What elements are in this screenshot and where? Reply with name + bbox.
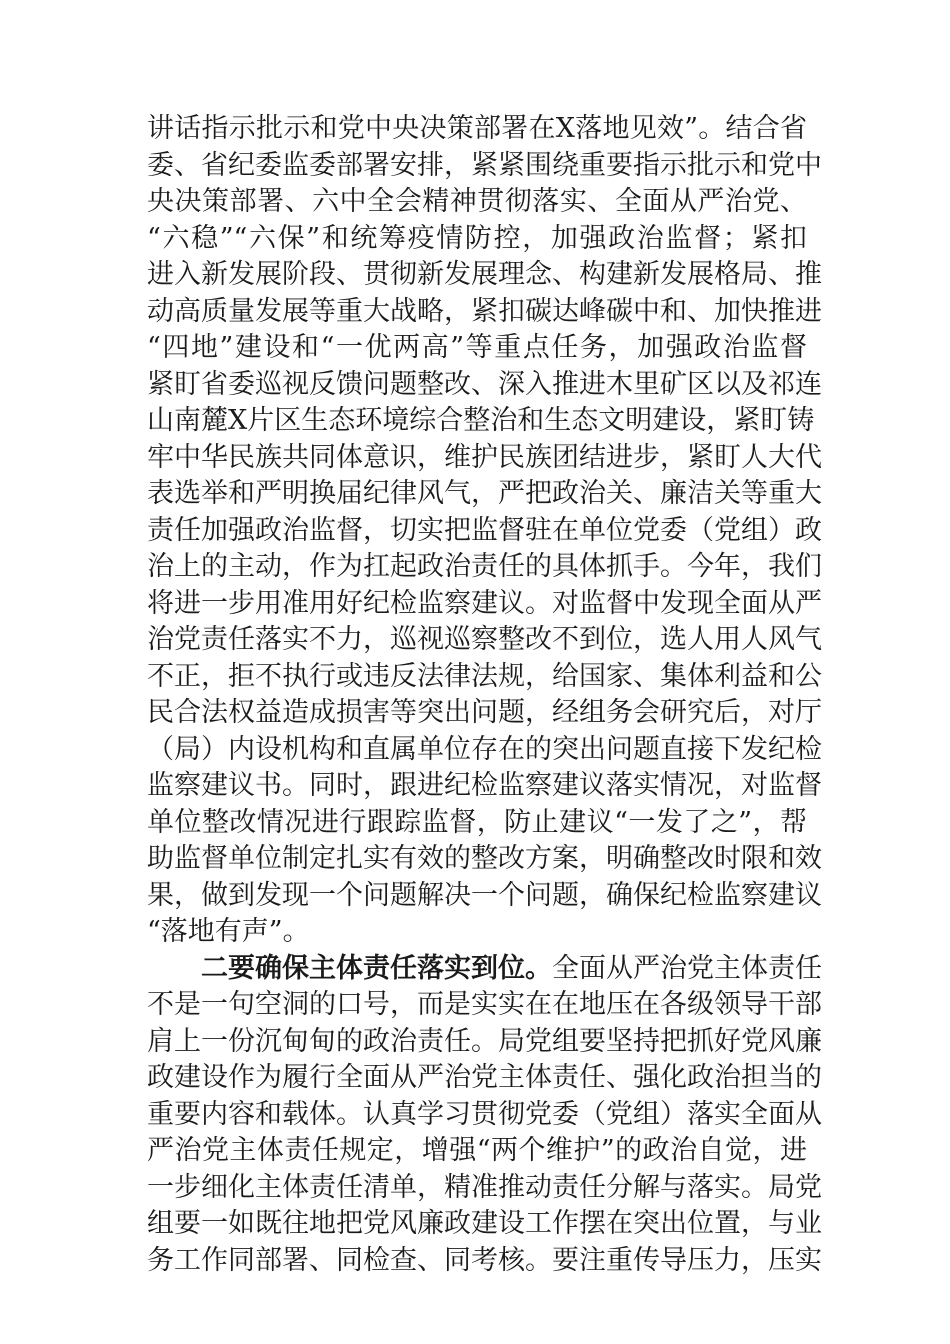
text-line: 委、省纪委监委部署安排，紧紧围绕重要指示批示和党中 bbox=[147, 149, 822, 181]
text-line: 进入新发展阶段、贯彻新发展理念、构建新发展格局、推 bbox=[147, 259, 822, 290]
document-body bbox=[147, 111, 822, 1279]
text-line: 治上的主动，作为扛起政治责任的具体抓手。今年，我们 bbox=[147, 551, 822, 582]
text-line: 责任加强政治监督，切实把监督驻在单位党委（党组）政 bbox=[147, 514, 822, 546]
text-line: 组要一如既往地把党风廉政建设工作摆在突出位置，与业 bbox=[147, 1208, 822, 1239]
paragraph-first-line-text: 全面从严治党主体责任 bbox=[552, 952, 822, 984]
text-line: 不是一句空洞的口号，而是实实在在地压在各级领导干部 bbox=[147, 989, 822, 1020]
text-line: 严治党主体责任规定，增强“两个维护”的政治自觉，进 bbox=[147, 1135, 807, 1166]
paragraph-continued bbox=[147, 111, 822, 951]
text-line: 监察建议书。同时，跟进纪检监察建议落实情况，对监督 bbox=[147, 770, 822, 801]
text-line: 政建设作为履行全面从严治党主体责任、强化政治担当的 bbox=[147, 1062, 822, 1093]
text-line: “四地”建设和“一优两高”等重点任务，加强政治监督 bbox=[147, 332, 807, 363]
paragraph-first-line bbox=[147, 951, 822, 988]
text-line: 表选举和严明换届纪律风气，严把政治关、廉洁关等重大 bbox=[147, 478, 822, 509]
text-line: 一步细化主体责任清单，精准推动责任分解与落实。局党 bbox=[147, 1171, 822, 1203]
text-line: 牢中华民族共同体意识，维护民族团结进步，紧盯人大代 bbox=[147, 441, 822, 473]
text-line: 讲话指示批示和党中央决策部署在X落地见效”。结合省 bbox=[147, 113, 807, 144]
text-line: 肩上一份沉甸甸的政治责任。局党组要坚持把抓好党风廉 bbox=[147, 1025, 822, 1057]
text-line: 紧盯省委巡视反馈问题整改、深入推进木里矿区以及祁连 bbox=[147, 368, 822, 400]
text-line: 山南麓X片区生态环境综合整治和生态文明建设，紧盯铸 bbox=[147, 405, 815, 436]
text-line: （局）内设机构和直属单位存在的突出问题直接下发纪检 bbox=[147, 733, 822, 765]
text-line: 将进一步用准用好纪检监察建议。对监督中发现全面从严 bbox=[147, 587, 822, 619]
text-line: 动高质量发展等重大战略，紧扣碳达峰碳中和、加快推进 bbox=[147, 295, 822, 327]
text-line: “六稳”“六保”和统筹疫情防控，加强政治监督；紧扣 bbox=[147, 222, 807, 254]
text-line: 单位整改情况进行跟踪监督，防止建议“一发了之”，帮 bbox=[147, 806, 807, 838]
text-line: 果，做到发现一个问题解决一个问题，确保纪检监察建议 bbox=[147, 879, 822, 911]
text-line: 民合法权益造成损害等突出问题，经组务会研究后，对厅 bbox=[147, 697, 822, 728]
text-line: 治党责任落实不力，巡视巡察整改不到位，选人用人风气 bbox=[147, 624, 822, 655]
text-line: 重要内容和载体。认真学习贯彻党委（党组）落实全面从 bbox=[147, 1098, 822, 1130]
paragraph-main-responsibility bbox=[147, 951, 822, 1280]
text-line: 助监督单位制定扎实有效的整改方案，明确整改时限和效 bbox=[147, 843, 822, 874]
text-line: 央决策部署、六中全会精神贯彻落实、全面从严治党、 bbox=[147, 186, 807, 217]
text-line: 不正，拒不执行或违反法律法规，给国家、集体利益和公 bbox=[147, 660, 822, 692]
paragraph-heading: 二要确保主体责任落实到位。 bbox=[201, 952, 552, 984]
text-line: 务工作同部署、同检查、同考核。要注重传导压力，压实 bbox=[147, 1244, 822, 1276]
text-line: “落地有声”。 bbox=[147, 916, 310, 947]
